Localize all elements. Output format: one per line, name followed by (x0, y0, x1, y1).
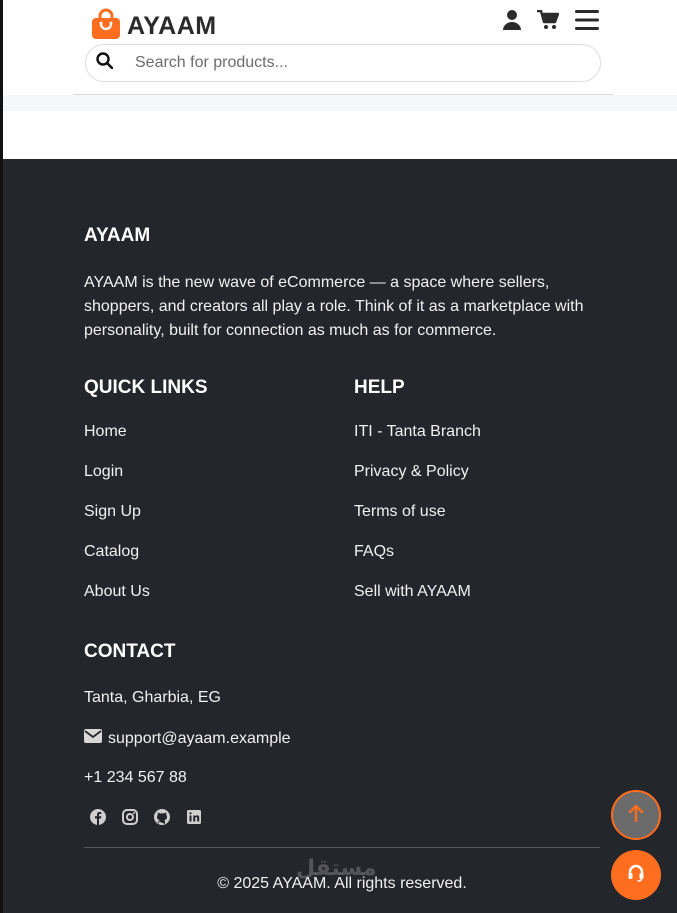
link-iti-tanta-branch[interactable]: ITI - Tanta Branch (354, 423, 481, 440)
cart-icon[interactable] (537, 10, 559, 30)
social-links (90, 809, 202, 825)
scroll-to-top-button[interactable] (611, 790, 661, 840)
contact-email-row[interactable] (84, 729, 291, 748)
copyright-text: © 2025 AYAAM. All rights reserved. (217, 875, 467, 892)
shopping-bag-icon (91, 8, 121, 45)
contact-email: support@ayaam.example (108, 729, 291, 747)
contact-address: Tanta, Gharbia, EG (84, 689, 221, 706)
footer-about-text: AYAAM is the new wave of eCommerce — a space where sellers, shoppers, and creators all play a role. Think of it as a marketplace with personality, built for connection as much as for commerce. (84, 274, 584, 339)
link-about-us[interactable]: About Us (84, 583, 150, 600)
footer-divider (84, 847, 600, 848)
quick-links-column (84, 377, 208, 622)
link-catalog[interactable]: Catalog (84, 543, 140, 560)
search-input[interactable] (135, 54, 555, 72)
quick-links-title: QUICK LINKS (84, 377, 208, 398)
user-icon[interactable] (503, 10, 521, 30)
support-chat-button[interactable] (611, 850, 661, 900)
header-band (3, 95, 677, 111)
link-sell-with-ayaam[interactable]: Sell with AYAAM (354, 583, 471, 600)
github-icon[interactable] (154, 809, 170, 825)
headset-icon (627, 864, 645, 887)
link-faqs[interactable]: FAQs (354, 543, 395, 560)
linkedin-icon[interactable] (186, 809, 202, 825)
facebook-icon[interactable] (90, 809, 106, 825)
header-inner (73, 0, 613, 95)
contact-phone[interactable]: +1 234 567 88 (84, 769, 187, 786)
link-login[interactable]: Login (84, 463, 124, 480)
logo[interactable] (91, 8, 217, 45)
footer-brand-title: AYAAM (84, 225, 151, 246)
site-header (3, 0, 677, 159)
envelope-icon (84, 729, 102, 748)
menu-icon[interactable] (575, 10, 599, 30)
logo-text: AYAAM (127, 12, 217, 40)
site-footer (3, 159, 677, 913)
search-bar (85, 44, 601, 82)
arrow-up-icon (628, 804, 644, 827)
watermark: مستقل (296, 855, 377, 880)
link-privacy-policy[interactable]: Privacy & Policy (354, 463, 469, 480)
header-icons (503, 10, 599, 30)
contact-title: CONTACT (84, 641, 176, 662)
link-terms-of-use[interactable]: Terms of use (354, 503, 446, 520)
link-home[interactable]: Home (84, 423, 127, 440)
link-sign-up[interactable]: Sign Up (84, 503, 141, 520)
help-column (354, 377, 481, 622)
instagram-icon[interactable] (122, 809, 138, 825)
help-title: HELP (354, 377, 405, 398)
search-icon[interactable] (96, 52, 113, 74)
